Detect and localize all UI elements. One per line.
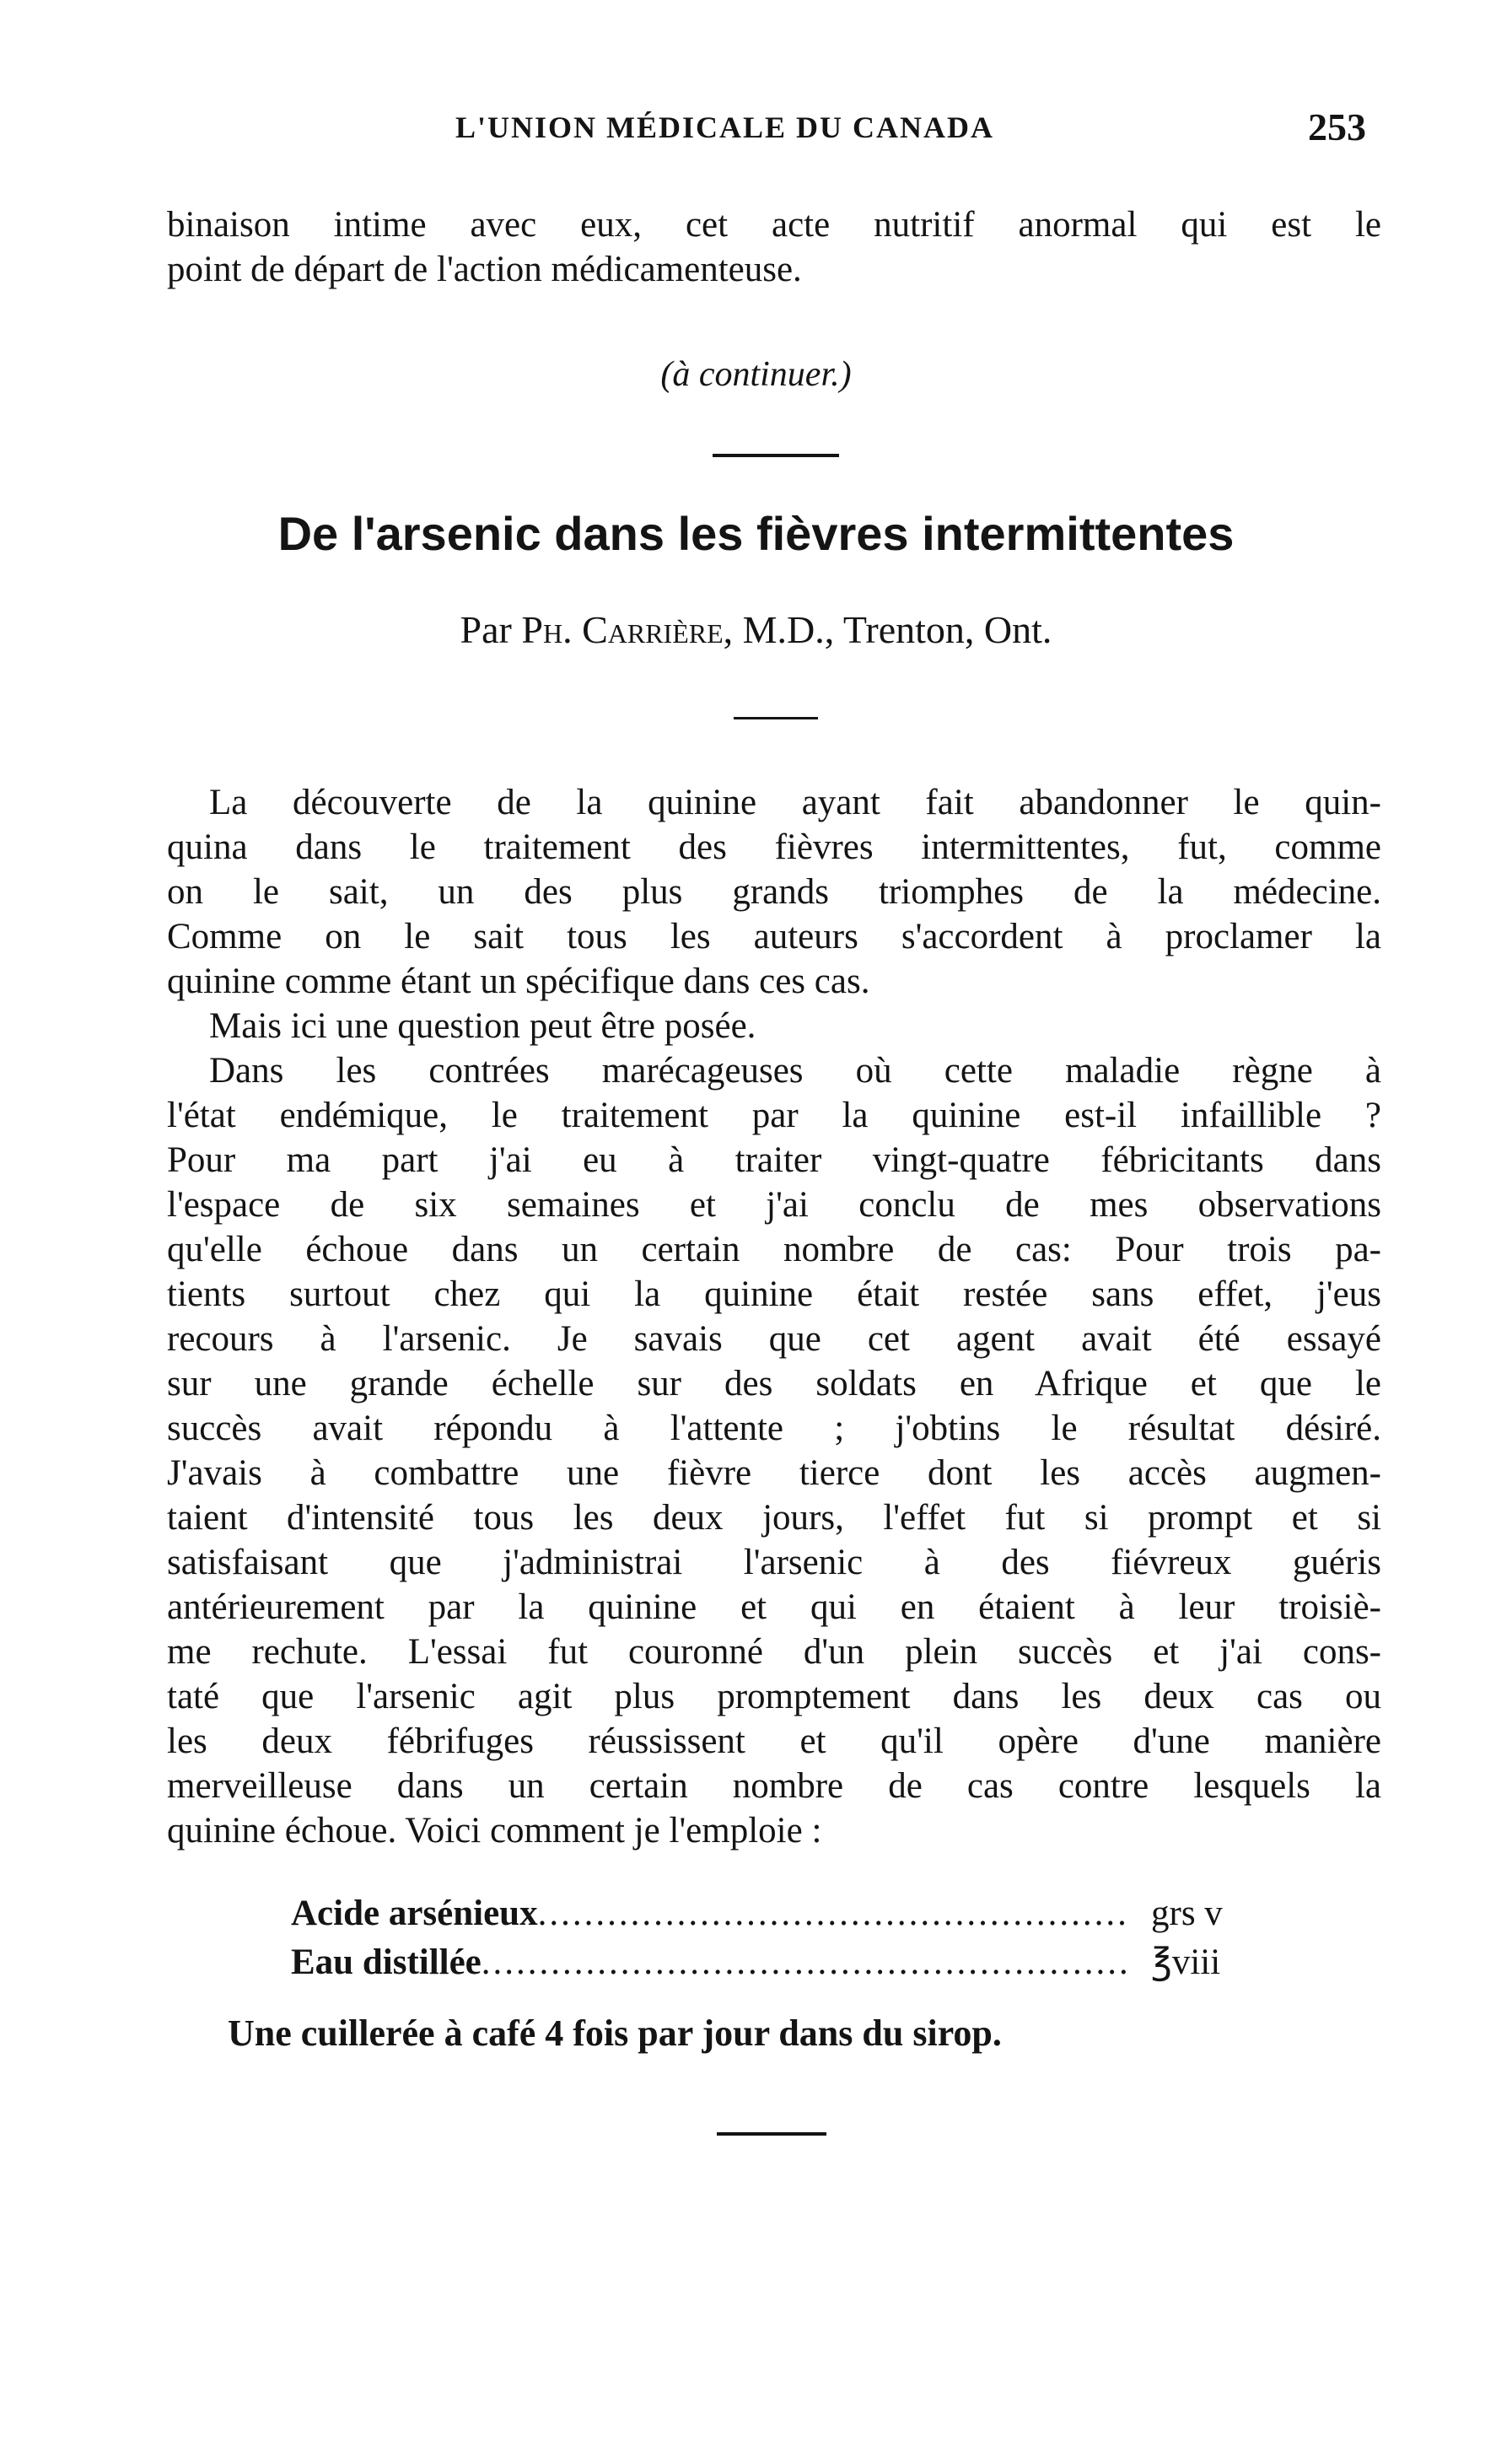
text-line: me rechute. L'essai fut couronné d'un plein succès et j'ai cons- — [167, 1632, 1381, 1672]
dot-leader — [538, 1889, 1127, 1938]
prescription-row — [291, 1938, 1252, 1987]
text-line: Mais ici une question peut être posée. — [209, 1006, 756, 1046]
text-line: quinine comme étant un spécifique dans ces cas. — [167, 962, 870, 1001]
ingredient-quantity: ℥viii — [1151, 1942, 1221, 1982]
text-line: Comme on le sait tous les auteurs s'accordent à proclamer la — [167, 917, 1381, 956]
byline-affiliation: , M.D., Trenton, Ont. — [723, 608, 1052, 651]
end-divider — [717, 2132, 826, 2136]
paragraph-3 — [167, 1048, 1381, 1853]
text-line: recours à l'arsenic. Je savais que cet agent avait été essayé — [167, 1319, 1381, 1359]
article-title: De l'arsenic dans les fièvres intermittentes — [277, 507, 1235, 560]
ingredient-name: Acide arsénieux — [291, 1894, 538, 1933]
text-line: sur une grande échelle sur des soldats en Afrique et que le — [167, 1364, 1381, 1403]
text-line: les deux fébrifuges réussissent et qu'il opère d'une manière — [167, 1721, 1381, 1761]
text-line: qu'elle échoue dans un certain nombre de cas: Pour trois pa- — [167, 1230, 1381, 1269]
byline-prefix: Par — [460, 608, 512, 651]
text-line: Pour ma part j'ai eu à traiter vingt-quatre fébricitants dans — [167, 1140, 1381, 1180]
author-name: Ph. Carrière — [521, 608, 724, 651]
text-line: satisfaisant que j'administrai l'arsenic à des fiévreux guéris — [167, 1543, 1381, 1582]
running-title: L'UNION MÉDICALE DU CANADA — [455, 110, 995, 144]
byline-divider — [734, 717, 818, 719]
previous-article-end — [167, 202, 1381, 292]
text-line: quinine échoue. Voici comment je l'emploie : — [167, 1811, 822, 1851]
page-number: 253 — [1308, 105, 1366, 148]
dot-leader — [482, 1938, 1127, 1987]
article-body — [167, 780, 1381, 1853]
text-line: l'espace de six semaines et j'ai conclu de mes observations — [167, 1185, 1381, 1225]
prescription — [291, 1889, 1252, 1987]
section-divider — [713, 454, 839, 457]
text-line: binaison intime avec eux, cet acte nutritif anormal qui est le — [167, 205, 1381, 245]
text-line: Dans les contrées marécageuses où cette maladie règne à — [209, 1051, 1381, 1091]
text-line: point de départ de l'action médicamenteuse. — [167, 250, 802, 289]
text-line: antérieurement par la quinine et qui en étaient à leur troisiè- — [167, 1587, 1381, 1627]
ingredient-name: Eau distillée — [291, 1942, 482, 1982]
text-line: quina dans le traitement des fièvres intermittentes, fut, comme — [167, 827, 1381, 867]
paragraph-1 — [167, 780, 1381, 1004]
text-line: taté que l'arsenic agit plus promptement dans les deux cas ou — [167, 1677, 1381, 1716]
ingredient-quantity: grs v — [1151, 1894, 1223, 1933]
prescription-row — [291, 1889, 1252, 1938]
continuation-note: (à continuer.) — [660, 355, 852, 394]
posology-instruction: Une cuillerée à café 4 fois par jour dans du sirop. — [228, 2012, 1002, 2054]
text-line: succès avait répondu à l'attente ; j'obtins le résultat désiré. — [167, 1409, 1381, 1448]
paragraph-2 — [167, 1004, 1381, 1048]
byline — [0, 607, 1512, 652]
text-line: J'avais à combattre une fièvre tierce dont les accès augmen- — [167, 1453, 1381, 1493]
running-head — [169, 105, 1383, 160]
text-line: La découverte de la quinine ayant fait abandonner le quin- — [209, 783, 1381, 822]
text-line: on le sait, un des plus grands triomphes de la médecine. — [167, 872, 1381, 912]
text-line: merveilleuse dans un certain nombre de cas contre lesquels la — [167, 1766, 1381, 1806]
text-line: l'état endémique, le traitement par la quinine est-il infaillible ? — [167, 1096, 1381, 1135]
text-line: tients surtout chez qui la quinine était restée sans effet, j'eus — [167, 1274, 1381, 1314]
text-line: taient d'intensité tous les deux jours, l'effet fut si prompt et si — [167, 1498, 1381, 1538]
